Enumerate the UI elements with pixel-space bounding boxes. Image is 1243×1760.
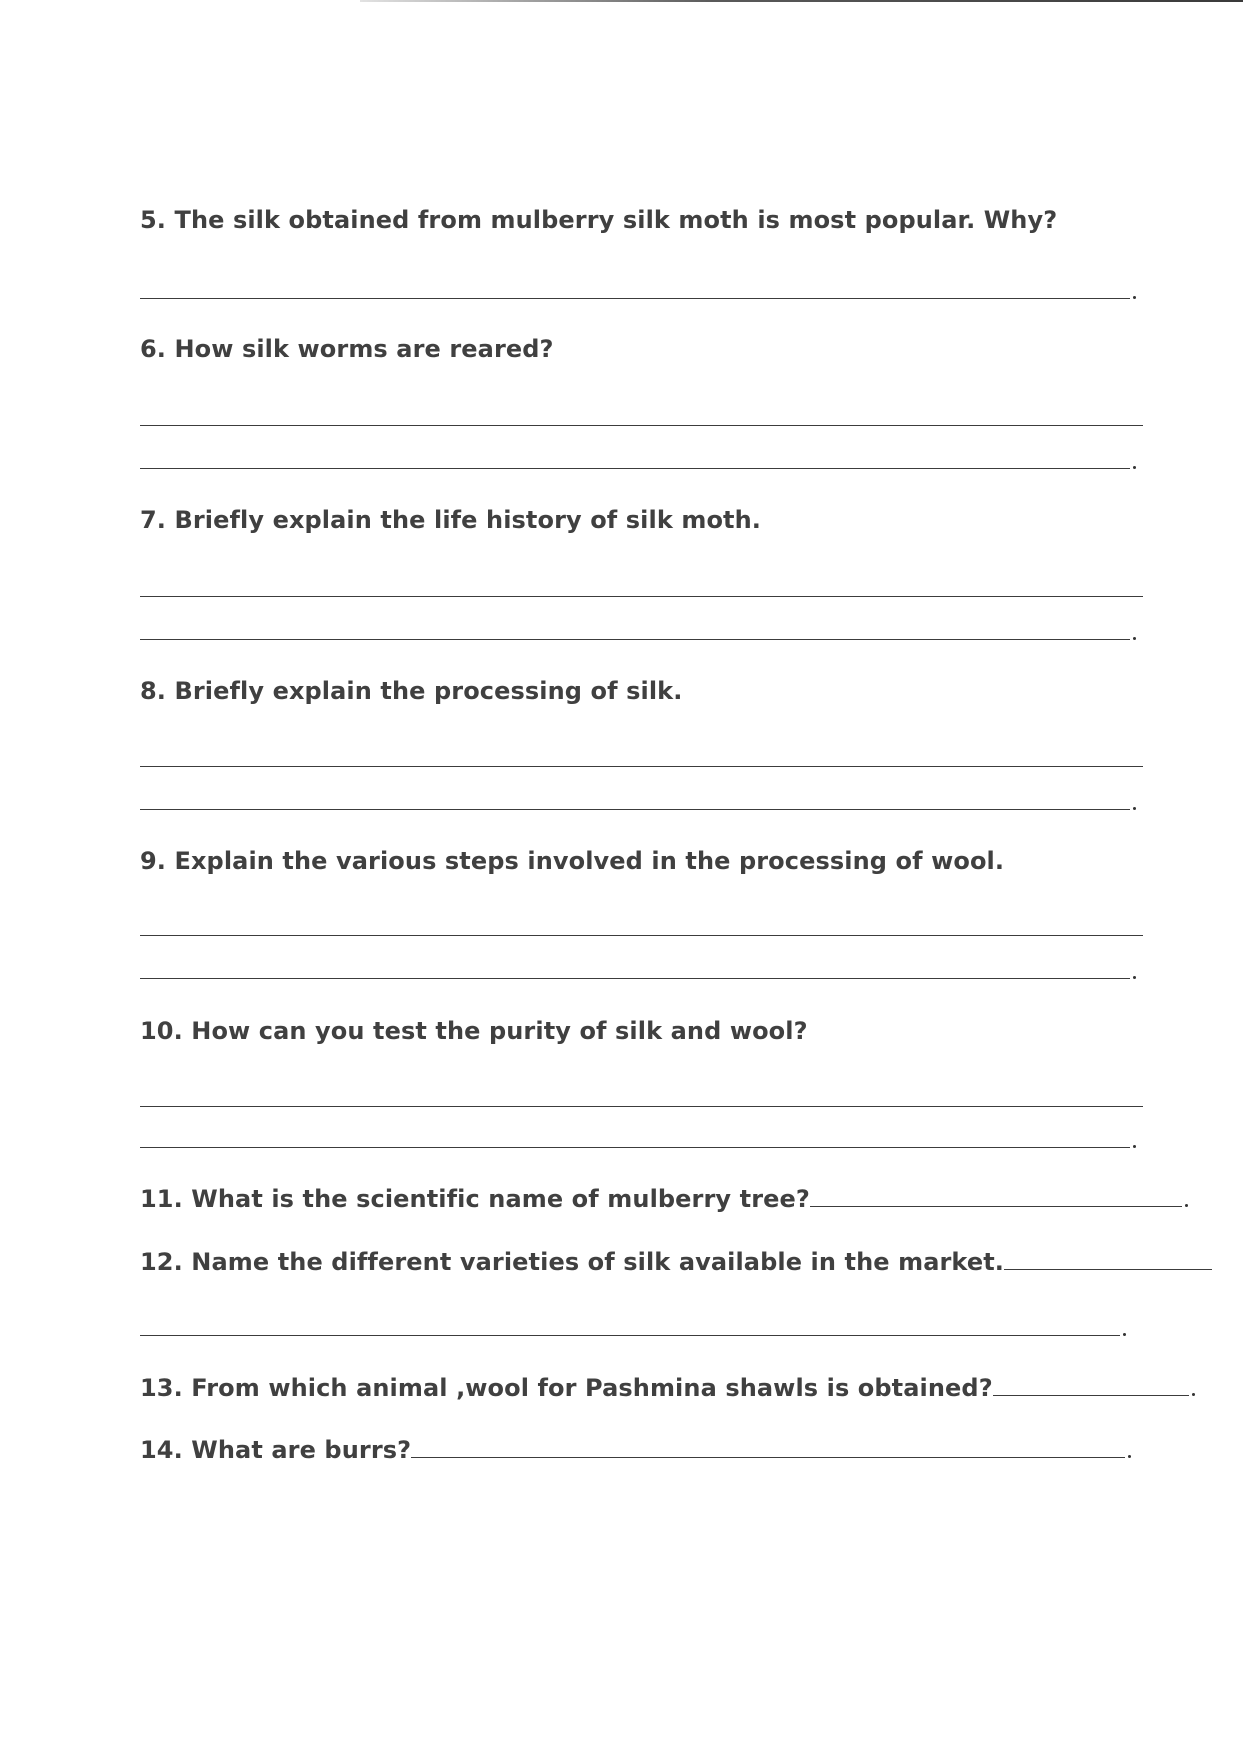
answer-blank-q13[interactable] [993,1375,1189,1396]
answer-end-dot [1133,637,1136,640]
answer-line-q9-1[interactable] [140,935,1143,936]
answer-end-dot [1133,976,1136,979]
answer-end-dot [1185,1204,1188,1207]
answer-blank-q12[interactable] [1004,1249,1212,1270]
answer-line-q10-2[interactable] [140,1147,1130,1148]
answer-end-dot [1133,1145,1136,1148]
question-12: 12. Name the different varieties of silk available in the market. [140,1248,1005,1276]
question-5: 5. The silk obtained from mulberry silk moth is most popular. Why? [140,206,1058,234]
question-14-row [140,1436,1131,1464]
answer-line-q12-2[interactable] [140,1335,1120,1336]
question-11-row [140,1185,1188,1213]
question-13-row [140,1374,1195,1402]
answer-end-dot [1133,296,1136,299]
answer-end-dot [1123,1333,1126,1336]
question-14: 14. What are burrs? [140,1436,412,1464]
question-12-row [140,1248,1212,1276]
answer-line-q6-2[interactable] [140,468,1130,469]
answer-blank-q14[interactable] [411,1437,1125,1458]
answer-line-q9-2[interactable] [140,978,1130,979]
answer-line-q6-1[interactable] [140,425,1143,426]
question-13: 13. From which animal ,wool for Pashmina shawls is obtained? [140,1374,993,1402]
scan-top-edge [360,0,1243,2]
answer-line-q7-2[interactable] [140,639,1130,640]
answer-blank-q11[interactable] [810,1186,1182,1207]
question-7: 7. Briefly explain the life history of silk moth. [140,506,762,534]
answer-end-dot [1133,466,1136,469]
answer-line-q8-1[interactable] [140,766,1143,767]
answer-line-q10-1[interactable] [140,1106,1143,1107]
question-6: 6. How silk worms are reared? [140,335,554,363]
answer-line-q5-1[interactable] [140,298,1130,299]
question-10: 10. How can you test the purity of silk and wool? [140,1017,808,1045]
answer-line-q7-1[interactable] [140,596,1143,597]
question-11: 11. What is the scientific name of mulberry tree? [140,1185,810,1213]
answer-end-dot [1133,807,1136,810]
answer-line-q8-2[interactable] [140,809,1130,810]
answer-end-dot [1128,1455,1131,1458]
question-9: 9. Explain the various steps involved in the processing of wool. [140,847,1005,875]
answer-end-dot [1192,1393,1195,1396]
question-8: 8. Briefly explain the processing of silk. [140,677,683,705]
